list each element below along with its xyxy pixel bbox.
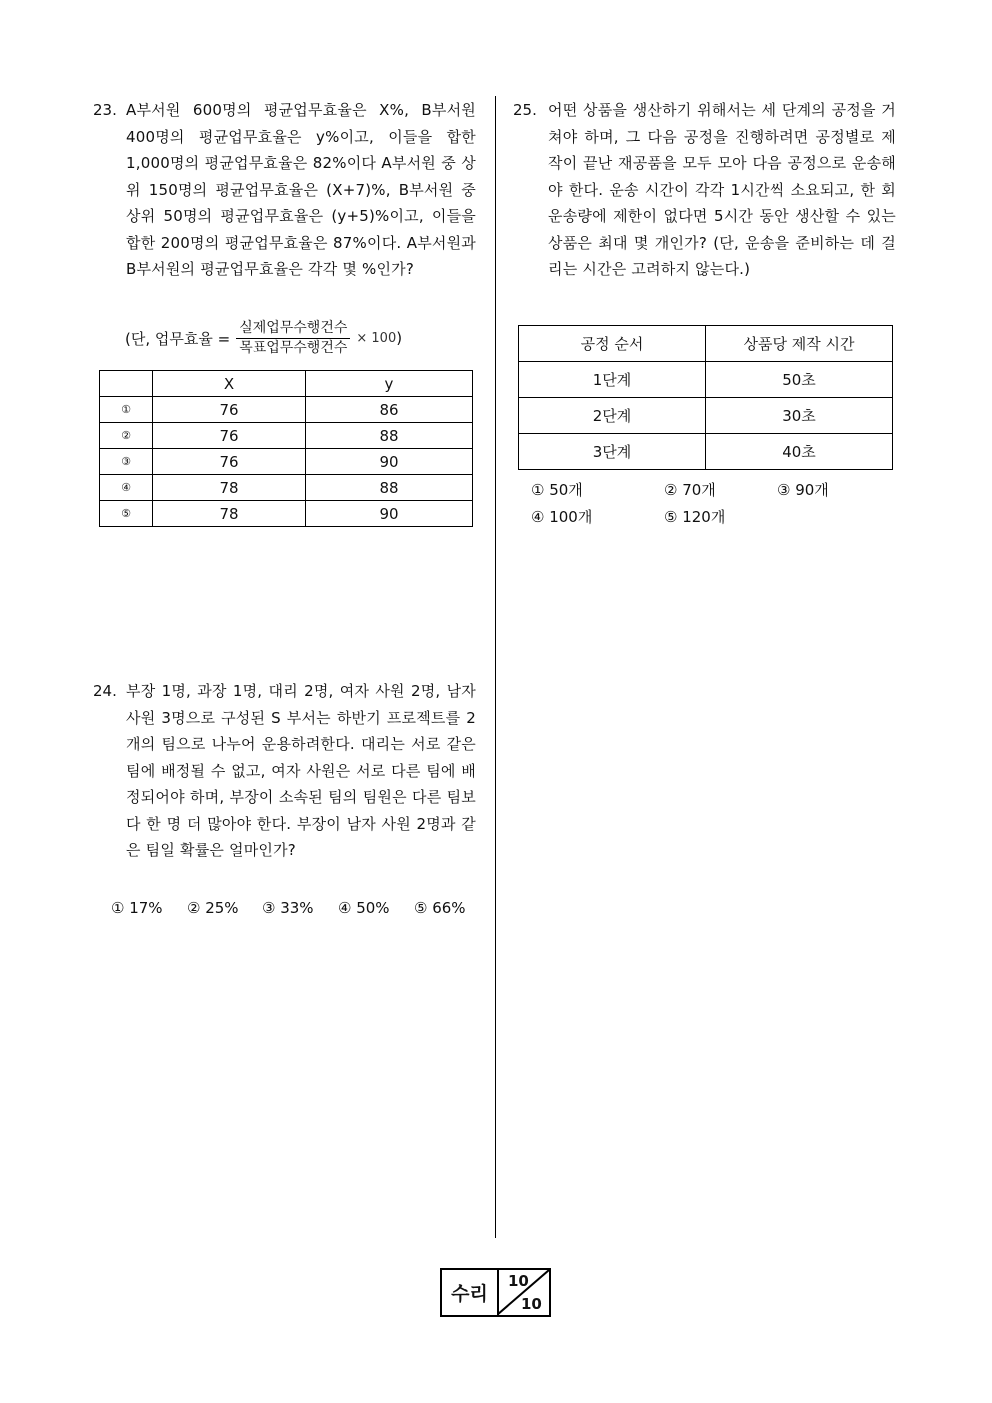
- question-text: 어떤 상품을 생산하기 위해서는 세 단계의 공정을 거쳐야 하며, 그 다음 공정을 진행하려면 공정별로 제작이 끝난 재공품을 모두 모아 다음 공정으로 운송해야 한다. 운송 시간이 각각 1시간씩 소요되고, 한 회 운송량에 제한이 없다면 5시간 동안 생산할 수 있는 상품은 최대 몇 개인가? (단, 운송을 준비하는 데 걸리는 시간은 고려하지 않는다.): [548, 101, 896, 278]
- header-cell: 공정 순서: [519, 326, 706, 362]
- table-cell: 88: [306, 475, 473, 501]
- table-row: [100, 397, 473, 423]
- option-marker: ④: [100, 475, 153, 501]
- formula-denominator: 목표업무수행건수: [239, 339, 348, 356]
- table-cell: 76: [153, 449, 306, 475]
- table-cell: 78: [153, 501, 306, 527]
- table-header-row: [519, 326, 893, 362]
- formula-suffix: ): [396, 329, 403, 347]
- table-row: [100, 449, 473, 475]
- answer-option[interactable]: ③ 90개: [777, 481, 829, 499]
- table-cell: 88: [306, 423, 473, 449]
- table-cell: 76: [153, 397, 306, 423]
- table-cell: 40초: [706, 434, 893, 470]
- table-row: [519, 434, 893, 470]
- table-cell: 3단계: [519, 434, 706, 470]
- answer-option[interactable]: ④ 100개: [531, 508, 593, 526]
- formula-prefix: (단, 업무효율 =: [125, 329, 231, 348]
- table-header-row: [100, 371, 473, 397]
- option-marker: ①: [100, 397, 153, 423]
- question-number: 23.: [93, 101, 117, 119]
- answer-option[interactable]: ⑤ 120개: [664, 508, 726, 526]
- question-text: 부장 1명, 과장 1명, 대리 2명, 여자 사원 2명, 남자 사원 3명으로 구성된 S 부서는 하반기 프로젝트를 2개의 팀으로 나누어 운용하려한다. 대리는 서로 같은 팀에 배정될 수 없고, 여자 사원은 서로 다른 팀에 배정되어야 하며, 부장이 소속된 팀의 팀원은 다른 팀보다 한 명 더 많아야 한다. 부장이 남자 사원 2명과 같은 팀일 확률은 얼마인가?: [126, 682, 476, 859]
- table-row: [100, 423, 473, 449]
- question-number: 24.: [93, 682, 117, 700]
- table-cell: 30초: [706, 398, 893, 434]
- formula-numerator: 실제업무수행건수: [236, 320, 350, 339]
- answer-option[interactable]: ⑤ 66%: [414, 899, 466, 917]
- answer-option[interactable]: ④ 50%: [338, 899, 390, 917]
- header-cell: X: [153, 371, 306, 397]
- header-cell: [100, 371, 153, 397]
- page-indicator: [440, 1268, 551, 1317]
- question-number: 25.: [513, 101, 537, 119]
- answer-option[interactable]: ① 17%: [111, 899, 163, 917]
- answer-option[interactable]: ② 25%: [187, 899, 239, 917]
- table-cell: 90: [306, 501, 473, 527]
- answer-option[interactable]: ③ 33%: [262, 899, 314, 917]
- efficiency-formula: [125, 318, 402, 358]
- option-marker: ③: [100, 449, 153, 475]
- formula-multiplier: × 100: [356, 330, 397, 346]
- total-pages: 10: [521, 1295, 542, 1313]
- table-row: [100, 475, 473, 501]
- current-page: 10: [508, 1272, 529, 1290]
- question-text: A부서원 600명의 평균업무효율은 X%, B부서원 400명의 평균업무효율은 y%이고, 이들을 합한 1,000명의 평균업무효율은 82%이다 A부서원 중 상위 150명의 평균업무효율은 (X+7)%, B부서원 중 상위 50명의 평균업무효율은 (y+5)%이고, 이들을 합한 200명의 평균업무효율은 87%이다. A부서원과 B부서원의 평균업무효율은 각각 몇 %인가?: [126, 101, 476, 278]
- option-marker: ②: [100, 423, 153, 449]
- column-divider: [495, 96, 496, 1238]
- table-cell: 2단계: [519, 398, 706, 434]
- table-row: [100, 501, 473, 527]
- table-cell: 1단계: [519, 362, 706, 398]
- table-cell: 50초: [706, 362, 893, 398]
- header-cell: 상품당 제작 시간: [706, 326, 893, 362]
- answer-option[interactable]: ① 50개: [531, 481, 583, 499]
- formula-fraction: [236, 320, 350, 357]
- option-marker: ⑤: [100, 501, 153, 527]
- table-cell: 78: [153, 475, 306, 501]
- answer-option[interactable]: ② 70개: [664, 481, 716, 499]
- answer-table-23: [99, 370, 473, 527]
- process-table: [518, 325, 893, 470]
- table-row: [519, 362, 893, 398]
- section-label: 수리: [442, 1270, 499, 1315]
- table-row: [519, 398, 893, 434]
- table-cell: 76: [153, 423, 306, 449]
- table-cell: 86: [306, 397, 473, 423]
- header-cell: y: [306, 371, 473, 397]
- table-cell: 90: [306, 449, 473, 475]
